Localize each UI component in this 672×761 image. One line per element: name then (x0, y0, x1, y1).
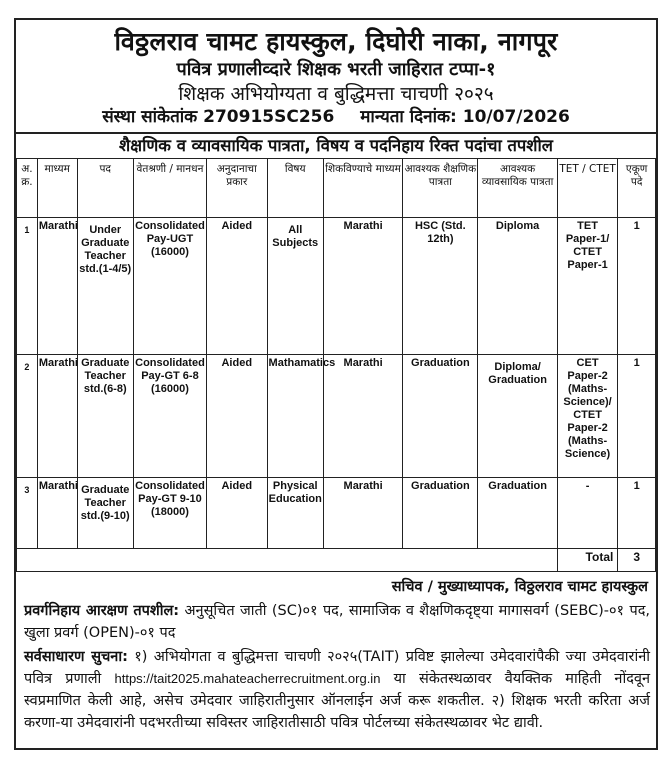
reservation-details (16, 598, 656, 644)
school-name: विठ्ठलराव चामट हायस्कुल, दिघोरी नाका, नागपूर (114, 27, 558, 56)
total-row (17, 549, 656, 572)
total-spacer (17, 549, 558, 572)
reservation-label: प्रवर्गनिहाय आरक्षण तपशील: (24, 603, 180, 619)
table-row (17, 478, 656, 549)
table-subtitle: शैक्षणिक व व्यावसायिक पात्रता, विषय व पदनिहाय रिक्त पदांचा तपशील (16, 132, 656, 158)
cell-serial: 3 (17, 478, 38, 549)
table-header-row (17, 159, 656, 218)
cell-subject: All Subjects (267, 218, 323, 355)
cell-medium: Marathi (37, 355, 77, 478)
cell-serial: 1 (17, 218, 38, 355)
portal-url: https://tait2025.mahateacherrecruitment.org.in (114, 671, 381, 686)
cell-tet: CET Paper-2 (Maths-Science)/ CTET Paper-2 (Maths-Science) (557, 355, 618, 478)
recruitment-title: पवित्र प्रणालीव्दारे शिक्षक भरती जाहिरात टप्पा-१ (176, 59, 496, 80)
cell-post: Graduate Teacher std.(6-8) (77, 355, 133, 478)
cell-tet: TET Paper-1/ CTET Paper-1 (557, 218, 618, 355)
cell-pay: Consolidated Pay-UGT (16000) (133, 218, 206, 355)
cell-post: Graduate Teacher std.(9-10) (77, 478, 133, 549)
notice-part-1: १) अभियोगता व बुद्धिमत्ता चाचणी २०२५(TAIT) प्रविष्ट झालेल्या उमेदवारांपैकी ज्या उमेदवारांनी पवित्र प्रणाली (24, 649, 651, 687)
cell-prof-qualification: Diploma (478, 218, 557, 355)
header-cell: आवश्यक शैक्षणिक पात्रता (403, 159, 478, 218)
vacancy-table (16, 158, 656, 572)
cell-medium: Marathi (37, 478, 77, 549)
header-cell: TET / CTET (557, 159, 618, 218)
cell-prof-qualification: Diploma/ Graduation (478, 355, 557, 478)
total-label: Total (557, 549, 618, 572)
cell-total-posts: 1 (618, 218, 656, 355)
notice-label: सर्वसाधारण सुचना: (24, 649, 128, 665)
header-cell: विषय (267, 159, 323, 218)
header (16, 26, 656, 128)
cell-aid-type: Aided (207, 355, 268, 478)
header-cell: वेतश्रणी / मानधन (133, 159, 206, 218)
header-cell: माध्यम (37, 159, 77, 218)
test-title: शिक्षक अभियोग्यता व बुद्धिमत्ता चाचणी २०२५ (178, 83, 494, 105)
cell-teaching-medium: Marathi (323, 355, 402, 478)
signature-line: सचिव / मुख्याध्यापक, विठ्ठलराव चामट हायस्कुल (391, 579, 648, 595)
cell-prof-qualification: Graduation (478, 478, 557, 549)
cell-edu-qualification: HSC (Std. 12th) (403, 218, 478, 355)
header-cell: अनुदानाचा प्रकार (207, 159, 268, 218)
institution-code: संस्था सांकेतांक 270915SC256 (102, 107, 335, 127)
cell-pay: Consolidated Pay-GT 6-8 (16000) (133, 355, 206, 478)
cell-subject: Mathamatics (267, 355, 323, 478)
notice-part-2: या संकेतस्थळावर वैयक्तिक माहिती नोंदवून स्वप्रमाणित केली आहे, असेच उमेदवार जाहिरातीनुसार ऑनलाईन अर्ज करू शकतील. २) शिक्षक भरती करिता अर्ज करणा-या उमेदवारांनी पदभरतीच्या सविस्तर जाहिरातीसाठी पवित्र पोर्टलच्या संकेतस्थळावर भेट द्यावी. (24, 671, 651, 731)
cell-subject: Physical Education (267, 478, 323, 549)
total-value: 3 (618, 549, 656, 572)
header-cell: एकूण पदे (618, 159, 656, 218)
code-date-line (16, 106, 656, 128)
header-cell: पद (77, 159, 133, 218)
cell-total-posts: 1 (618, 355, 656, 478)
header-cell: आवश्यक व्यावसायिक पात्रता (478, 159, 557, 218)
reservation-text: अनुसूचित जाती (SC)०१ पद, सामाजिक व शैक्षणिकदृष्ट्या मागासवर्ग (SEBC)-०१ पद, खुला प्रवर्ग (OPEN)-०१ पद (24, 603, 650, 641)
cell-tet: - (557, 478, 618, 549)
header-cell: अ. क्र. (17, 159, 38, 218)
cell-serial: 2 (17, 355, 38, 478)
general-notice (16, 644, 656, 734)
cell-total-posts: 1 (618, 478, 656, 549)
cell-teaching-medium: Marathi (323, 218, 402, 355)
cell-pay: Consolidated Pay-GT 9-10 (18000) (133, 478, 206, 549)
header-cell: शिकविण्याचे माध्यम (323, 159, 402, 218)
cell-aid-type: Aided (207, 478, 268, 549)
cell-teaching-medium: Marathi (323, 478, 402, 549)
cell-medium: Marathi (37, 218, 77, 355)
approval-date: मान्यता दिनांक: 10/07/2026 (360, 107, 570, 127)
table-row (17, 355, 656, 478)
table-row (17, 218, 656, 355)
advertisement-sheet (14, 18, 658, 750)
cell-aid-type: Aided (207, 218, 268, 355)
cell-post: Under Graduate Teacher std.(1-4/5) (77, 218, 133, 355)
cell-edu-qualification: Graduation (403, 478, 478, 549)
cell-edu-qualification: Graduation (403, 355, 478, 478)
